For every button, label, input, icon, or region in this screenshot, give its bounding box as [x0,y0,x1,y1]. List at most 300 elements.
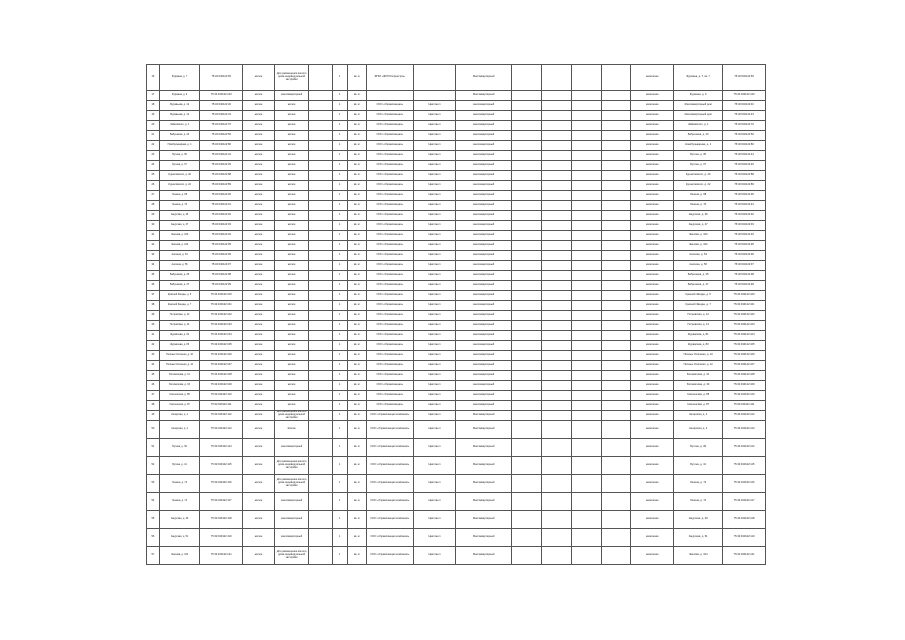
table-cell-k: 75:32:040122:45 [200,161,243,171]
table-cell-d1 [511,131,541,141]
table-cell-street: Ленина, д. 70 [159,201,200,211]
table-row [147,171,766,181]
table-cell-b: 1 [332,421,347,439]
table-cell-use: жилое [243,201,275,211]
table-cell-d4 [601,331,631,341]
table-cell-cad: 75:32:040122:112 [723,411,766,421]
table-cell-b: 1 [332,511,347,529]
table-cell-b: 1 [332,331,347,341]
table-cell-c: кв. м [347,529,366,547]
table-cell-addr: Чкалова, д. 102 [674,241,723,251]
table-cell-p2: Цветлан 1 [413,439,456,457]
table-cell-p1: ООО «Управляющая компания» [366,511,413,529]
table-cell-t: население [631,231,674,241]
table-cell-street: Полины Осипенко, д. 10 [159,351,200,361]
table-cell-b: 1 [332,457,347,475]
table-cell-d2 [541,529,571,547]
table-cell-d4 [601,131,631,141]
table-cell-k: 75:32:040122:102 [200,311,243,321]
table-cell-t: население [631,241,674,251]
table-cell-a [309,311,332,321]
table-cell-n: 18 [147,101,160,111]
table-cell-b: 1 [332,371,347,381]
table-cell-cad: 75:32:040122:89 [723,181,766,191]
table-cell-k: 75:32:040122:94 [200,231,243,241]
table-cell-purp: жилое [275,291,309,301]
table-cell-p3: Многоквартирный [456,65,511,91]
table-cell-d1 [511,341,541,351]
table-cell-p3: Многоквартирный [456,421,511,439]
table-cell-street: Бабушкина, д. 25 [159,271,200,281]
table-cell-d2 [541,475,571,493]
table-cell-a [309,291,332,301]
table-cell-p2: Цветлан 1 [413,111,456,121]
table-cell-p1: ООО «Управляющая компания» [366,421,413,439]
table-cell-d3 [571,341,601,351]
table-cell-b: 1 [332,381,347,391]
table-cell-cad: 75:32:040122:114 [723,439,766,457]
table-cell-d4 [601,511,631,529]
table-cell-a [309,381,332,391]
table-cell-d1 [511,457,541,475]
table-cell-street: Новобульварная, д. 1 [159,141,200,151]
table-cell-d2 [541,401,571,411]
table-cell-d3 [571,301,601,311]
table-cell-n: 41 [147,331,160,341]
table-cell-p2: Цветлан 1 [413,261,456,271]
table-cell-p1: ООО «Управляющая» [366,361,413,371]
table-cell-p3: Многоквартирный [456,439,511,457]
table-cell-c: кв. м [347,421,366,439]
table-cell-d1 [511,311,541,321]
table-cell-d1 [511,261,541,271]
table-cell-cad: 75:32:040122:65 [723,65,766,91]
table-row [147,161,766,171]
table-cell-addr: Бутина, д. 39 [674,439,723,457]
table-cell-p2: Цветлан 1 [413,271,456,281]
table-row [147,141,766,151]
table-row [147,251,766,261]
table-cell-d2 [541,321,571,331]
table-cell-n: 29 [147,211,160,221]
table-cell-n: 35 [147,271,160,281]
table-cell-purp: жилое [275,191,309,201]
table-cell-p1: ООО «Управляющая компания» [366,411,413,421]
table-row [147,321,766,331]
table-cell-purp: жилое [275,321,309,331]
table-cell-use: жилое [243,281,275,291]
table-cell-cad: 75:32:040122:106 [723,351,766,361]
table-cell-d1 [511,201,541,211]
table-cell-a [309,493,332,511]
table-cell-p3: многоквартирный [456,211,511,221]
table-cell-d1 [511,381,541,391]
table-cell-d3 [571,361,601,371]
table-cell-street: Бутина, д. 41 [159,457,200,475]
table-cell-a [309,331,332,341]
table-cell-d1 [511,421,541,439]
table-cell-n: 24 [147,161,160,171]
table-cell-use: жилое [243,231,275,241]
table-cell-purp: жилое [275,181,309,191]
table-row [147,65,766,91]
table-cell-t: население [631,271,674,281]
table-cell-street: Муравьева, д. 14 [159,111,200,121]
table-cell-cad: 75:32:040122:102 [723,311,766,321]
register-table [146,64,766,565]
table-cell-d2 [541,261,571,271]
table-cell-cad: 75:32:040122:94 [723,231,766,241]
table-cell-a [309,131,332,141]
table-cell-k: 75:32:040122:70 [200,121,243,131]
table-cell-addr: Бутина, д. 37 [674,161,723,171]
table-cell-use: жилое [243,301,275,311]
table-cell-b: 1 [332,91,347,101]
table-cell-d1 [511,529,541,547]
table-cell-d2 [541,411,571,421]
table-cell-d4 [601,201,631,211]
table-cell-cad: 75:32:040122:115 [723,457,766,475]
table-cell-addr: Красной Звезды, д. 5 [674,291,723,301]
table-cell-c: кв. м [347,181,366,191]
table-cell-k: 75:32:040122:121 [200,547,243,565]
table-cell-t: население [631,311,674,321]
table-cell-d1 [511,101,541,111]
table-cell-use: жилое [243,457,275,475]
table-cell-street: Чайковского, д. 1 [159,121,200,131]
table-cell-b: 1 [332,311,347,321]
table-cell-use: жилое [243,311,275,321]
table-cell-p3: Многоквартирный [456,547,511,565]
table-cell-use: жилое [243,361,275,371]
table-cell-use: жилое [243,511,275,529]
table-cell-a [309,421,332,439]
table-cell-k: 75:32:040122:111 [200,401,243,411]
table-cell-addr: Курнатовского, д. 20 [674,171,723,181]
table-row [147,411,766,421]
table-cell-a [309,321,332,331]
table-cell-d4 [601,421,631,439]
table-cell-t: население [631,131,674,141]
table-cell-purp: Жилое [275,421,309,439]
table-cell-purp: жилое [275,101,309,111]
table-cell-n: 23 [147,151,160,161]
table-cell-d2 [541,381,571,391]
table-cell-b: 1 [332,201,347,211]
table-cell-addr: Чкалова, д. 104 [674,547,723,565]
table-cell-use: жилое [243,321,275,331]
table-cell-street: Ленина, д. 74 [159,493,200,511]
table-cell-p2: Цветлан 1 [413,371,456,381]
table-cell-addr: Бутина, д. 41 [674,457,723,475]
table-cell-purp: жилое [275,221,309,231]
table-cell-p3: многоквартирный [456,281,511,291]
table-cell-p3: многоквартирный [456,201,511,211]
table-cell-d3 [571,371,601,381]
table-row [147,401,766,411]
table-cell-c: кв. м [347,341,366,351]
table-cell-t: население [631,161,674,171]
table-row [147,291,766,301]
table-cell-cad: 75:32:040122:119 [723,529,766,547]
table-cell-use: жилое [243,351,275,361]
table-cell-d3 [571,351,601,361]
table-cell-d2 [541,221,571,231]
document-page [146,64,766,584]
table-cell-k: 75:32:040122:65 [200,65,243,91]
table-cell-a [309,371,332,381]
table-cell-addr: Смоленская, д. 85 [674,391,723,401]
table-cell-cad: 75:32:040122:98 [723,271,766,281]
table-cell-use: жилое [243,291,275,301]
table-cell-d1 [511,231,541,241]
table-cell-p2: Цветлан 1 [413,131,456,141]
table-cell-a [309,401,332,411]
table-cell-use: жилое [243,161,275,171]
table-cell-street: Амурская, д. 45 [159,211,200,221]
table-cell-b: 1 [332,231,347,241]
table-cell-c: кв. м [347,511,366,529]
table-cell-c: кв. м [347,401,366,411]
table-cell-p3: многоквартирный [456,151,511,161]
table-cell-p2: Цветлан 1 [413,251,456,261]
table-cell-k: 75:32:040122:101 [200,301,243,311]
table-cell-b: 1 [332,181,347,191]
table-cell-p2: Цветлан 1 [413,201,456,211]
table-cell-d1 [511,171,541,181]
table-cell-n: 32 [147,241,160,251]
table-cell-b: 1 [332,475,347,493]
table-cell-street: Чкалова, д. 100 [159,231,200,241]
table-cell-p1: ООО «Управляющая» [366,201,413,211]
table-cell-n: 54 [147,493,160,511]
table-cell-d4 [601,457,631,475]
table-cell-d3 [571,231,601,241]
table-cell-p1: ООО «Управляющая компания» [366,493,413,511]
table-cell-n: 31 [147,231,160,241]
table-cell-street: Бабушкина, д. 23 [159,131,200,141]
table-cell-k: 75:32:040122:97 [200,261,243,271]
table-cell-p3: многоквартирный [456,141,511,151]
table-cell-k: 75:32:040122:40 [200,101,243,111]
table-cell-use: жилое [243,529,275,547]
table-row [147,101,766,111]
table-cell-addr: Анохина, д. 54 [674,251,723,261]
table-cell-purp: жилое [275,401,309,411]
table-cell-k: 75:32:040122:92 [200,211,243,221]
table-cell-d2 [541,301,571,311]
table-cell-d3 [571,281,601,291]
table-cell-d4 [601,411,631,421]
table-cell-t: население [631,341,674,351]
table-row [147,547,766,565]
table-cell-b: 1 [332,547,347,565]
table-cell-addr: Амурская, д. 49 [674,511,723,529]
table-cell-street: Богомягкова, д. 33 [159,381,200,391]
table-cell-cad: 75:32:040122:90 [723,191,766,201]
table-cell-addr: Бутина, д. 35 [674,151,723,161]
table-row [147,261,766,271]
table-cell-k: 75:32:040122:114 [200,439,243,457]
table-cell-d3 [571,251,601,261]
table-cell-addr: Ленина, д. 70 [674,201,723,211]
table-cell-d3 [571,131,601,141]
table-cell-a [309,281,332,291]
table-cell-p1: ООО «Управляющая» [366,311,413,321]
table-cell-b: 1 [332,241,347,251]
table-cell-d3 [571,181,601,191]
table-cell-t: население [631,251,674,261]
table-cell-p1: ООО «Управляющая» [366,101,413,111]
table-cell-a [309,141,332,151]
table-row [147,439,766,457]
table-cell-d4 [601,361,631,371]
table-cell-t: население [631,221,674,231]
table-cell-d1 [511,439,541,457]
table-cell-p3: Многоквартирный [456,493,511,511]
table-cell-addr: Красной Звезды, д. 7 [674,301,723,311]
table-cell-n: 22 [147,141,160,151]
table-cell-street: Смоленская, д. 87 [159,401,200,411]
table-cell-k: 75:32:040122:91 [200,201,243,211]
table-cell-c: кв. м [347,321,366,331]
table-cell-street: Бабушкина, д. 27 [159,281,200,291]
table-cell-d1 [511,331,541,341]
table-cell-purp: многоквартирный [275,511,309,529]
table-cell-p2: Цветлан 1 [413,493,456,511]
table-cell-c: кв. м [347,171,366,181]
table-cell-addr: Ленина, д. 68 [674,191,723,201]
table-cell-d3 [571,161,601,171]
table-cell-p1: ООО «Управляющая компания» [366,475,413,493]
table-cell-t: население [631,351,674,361]
table-cell-d3 [571,391,601,401]
table-cell-d3 [571,511,601,529]
table-cell-d1 [511,181,541,191]
table-cell-t: население [631,65,674,91]
table-cell-p2: Цветлан 1 [413,391,456,401]
table-cell-d1 [511,351,541,361]
table-cell-street: Петровская, д. 12 [159,311,200,321]
table-cell-d3 [571,291,601,301]
table-cell-t: население [631,261,674,271]
table-cell-d2 [541,281,571,291]
table-cell-street: Ленина, д. 68 [159,191,200,201]
table-cell-p1: ООО «Управляющая» [366,121,413,131]
table-cell-c: кв. м [347,161,366,171]
table-cell-d3 [571,271,601,281]
table-cell-d4 [601,101,631,111]
table-cell-use: жилое [243,121,275,131]
table-cell-purp: жилое [275,351,309,361]
table-cell-street: Чкалова, д. 102 [159,241,200,251]
table-cell-purp: многоквартирный [275,493,309,511]
table-cell-c: кв. м [347,151,366,161]
table-cell-t: население [631,411,674,421]
table-cell-p3: Многоквартирный [456,511,511,529]
table-cell-d3 [571,381,601,391]
table-cell-p3: Многоквартирный [456,457,511,475]
table-cell-n: 36 [147,281,160,291]
table-cell-p1: ООО «Управляющая» [366,391,413,401]
table-cell-t: население [631,421,674,439]
table-cell-d4 [601,291,631,301]
table-cell-d3 [571,421,601,439]
table-cell-d1 [511,291,541,301]
table-cell-d1 [511,191,541,201]
table-cell-purp: многоквартирный [275,529,309,547]
table-cell-d2 [541,151,571,161]
table-cell-d1 [511,301,541,311]
table-cell-d4 [601,271,631,281]
table-cell-d2 [541,271,571,281]
table-cell-purp: жилое [275,111,309,121]
table-cell-cad: 75:32:040122:113 [723,421,766,439]
table-cell-purp: жилое [275,331,309,341]
table-cell-d2 [541,91,571,101]
table-cell-b: 1 [332,171,347,181]
table-cell-p2: Цветлан 1 [413,331,456,341]
table-cell-c: кв. м [347,381,366,391]
table-cell-street: Ангарская, д. 4 [159,421,200,439]
table-cell-street: Курнатовского, д. 22 [159,181,200,191]
table-cell-k: 75:32:040122:117 [200,493,243,511]
table-cell-cad: 75:32:040122:116 [723,475,766,493]
table-cell-d1 [511,211,541,221]
table-cell-street: Курнатовского, д. 20 [159,171,200,181]
table-cell-t: население [631,101,674,111]
table-cell-addr: Новобульварная, д. 1 [674,141,723,151]
table-cell-d4 [601,231,631,241]
table-cell-d3 [571,331,601,341]
table-cell-t: население [631,475,674,493]
table-cell-d2 [541,457,571,475]
table-cell-b: 1 [332,191,347,201]
table-cell-use: жилое [243,401,275,411]
table-cell-p3: многоквартирный [456,341,511,351]
table-row [147,475,766,493]
table-cell-cad: 75:32:040122:70 [723,121,766,131]
table-cell-street: Муравьева, д. 12 [159,101,200,111]
table-cell-n: 34 [147,261,160,271]
table-cell-a [309,391,332,401]
table-cell-p2: Цветлан 1 [413,421,456,439]
table-cell-a [309,91,332,101]
table-cell-p3: многоквартирный [456,131,511,141]
table-cell-p2 [413,91,456,101]
table-cell-c: кв. м [347,251,366,261]
table-cell-k: 75:32:040122:113 [200,421,243,439]
table-cell-purp: жилое [275,301,309,311]
table-cell-d3 [571,151,601,161]
table-cell-n: 53 [147,475,160,493]
table-cell-d2 [541,547,571,565]
table-cell-t: население [631,511,674,529]
table-cell-k: 75:32:040122:105 [200,341,243,351]
table-cell-d2 [541,121,571,131]
table-cell-p1: ООО «Управляющая» [366,351,413,361]
table-row [147,131,766,141]
table-cell-n: 33 [147,251,160,261]
table-cell-cad: 75:32:040122:121 [723,547,766,565]
table-cell-purp: Для размещения жилого дома индивидуальной застройки [275,475,309,493]
table-cell-p2: Цветлан 1 [413,291,456,301]
table-cell-use: жилое [243,331,275,341]
table-cell-n: 44 [147,361,160,371]
table-cell-t: население [631,391,674,401]
table-row [147,381,766,391]
table-cell-d4 [601,121,631,131]
